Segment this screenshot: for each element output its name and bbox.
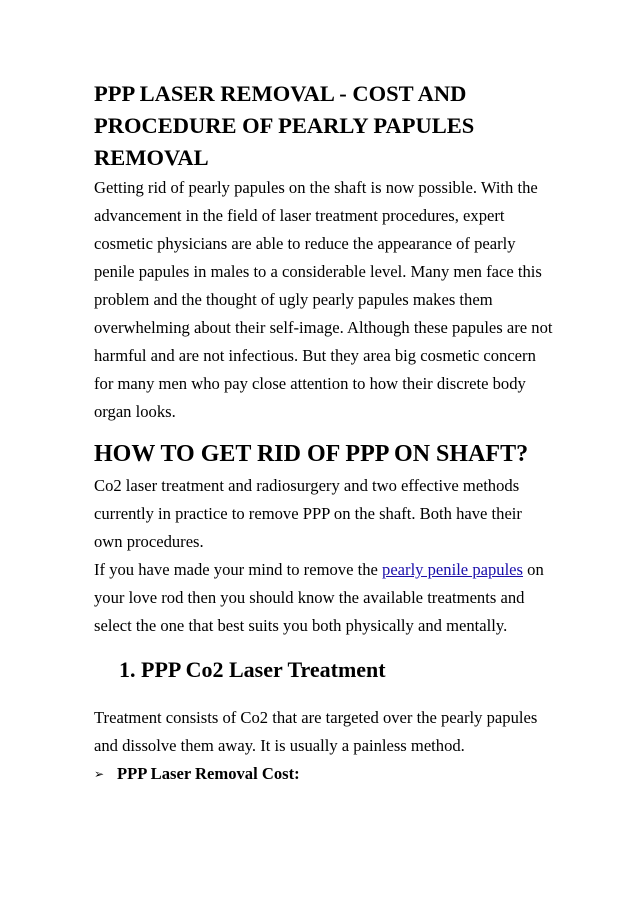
section-paragraph-2 bbox=[94, 556, 554, 640]
document-title: PPP LASER REMOVAL - COST AND PROCEDURE OF PEARLY PAPULES REMOVAL bbox=[94, 81, 475, 170]
arrowhead-bullet-icon: ➢ bbox=[94, 767, 105, 781]
subsection-paragraph: Treatment consists of Co2 that are targeted over the pearly papules and dissolve them away. It is usually a painless method. bbox=[94, 708, 538, 755]
section-paragraph-1: Co2 laser treatment and radiosurgery and two effective methods currently in practice to remove PPP on the shaft. Both have their own procedures. bbox=[94, 476, 522, 551]
section-heading: HOW TO GET RID OF PPP ON SHAFT? bbox=[94, 441, 529, 467]
pearly-penile-papules-link[interactable]: pearly penile papules bbox=[382, 560, 524, 579]
document-body bbox=[94, 78, 554, 788]
paragraph-text-before-link: If you have made your mind to remove the bbox=[94, 560, 383, 579]
bullet-label: PPP Laser Removal Cost: bbox=[117, 764, 300, 783]
bullet-item bbox=[94, 760, 554, 788]
intro-paragraph: Getting rid of pearly papules on the shaft is now possible. With the advancement in the field of laser treatment procedures, expert cosmetic physicians are able to reduce the appearance of pearly penile papules in males to a considerable level. Many men face this problem and the thought of ugly pearly papules makes them overwhelming about their self-image. Although these papules are not harmful and are not infectious. But they area big cosmetic concern for many men who pay close attention to how their discrete body organ looks. bbox=[94, 178, 553, 421]
subsection-heading: 1. PPP Co2 Laser Treatment bbox=[119, 657, 386, 682]
paragraph-text-after-link: on your love rod then you should know the available treatments and select the one that best suits you both physically and mentally. bbox=[94, 560, 544, 635]
